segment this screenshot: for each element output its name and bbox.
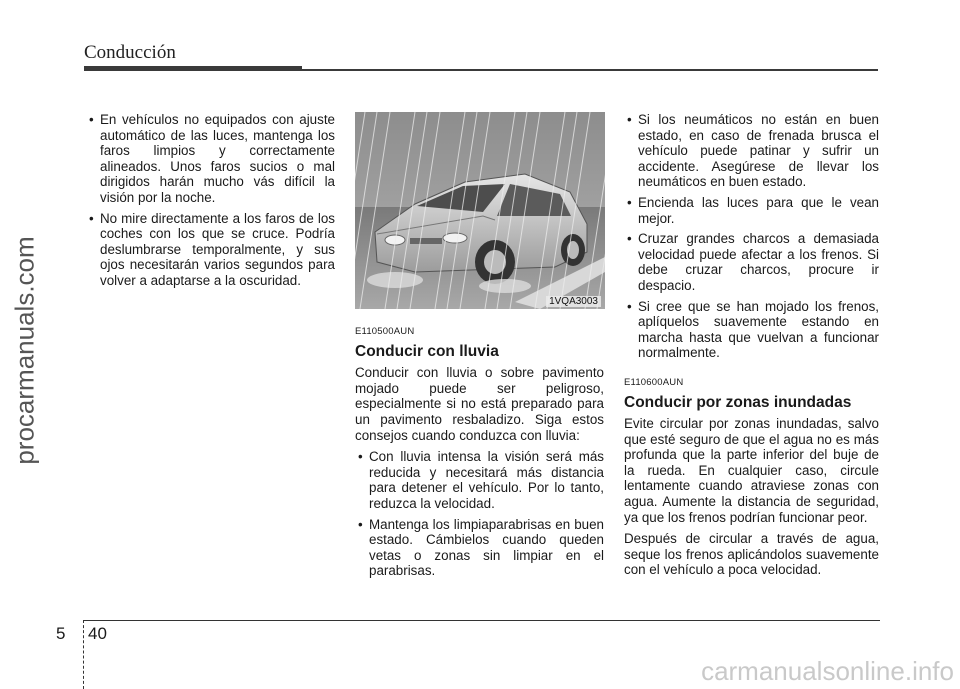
figure-code: 1VQA3003 xyxy=(546,296,601,307)
list-item: • Cruzar grandes charcos a demasiada velocidad puede afectar a los frenos. Si debe cruzar charcos, procure ir despacio. xyxy=(624,231,879,293)
bullet-list xyxy=(624,112,879,361)
page-number: 40 xyxy=(88,624,107,643)
bullet-list xyxy=(355,449,604,579)
list-item: • En vehículos no equipados con ajuste automático de las luces, mantenga los faros limpios y correctamente alineados. Unos faros sucios o mal dirigidos harán mucho vás difícil la visión por la noche. xyxy=(86,112,335,206)
side-watermark: procarmanuals.com xyxy=(9,236,40,465)
footer-watermark: carmanualsonline.info xyxy=(701,656,954,686)
list-item: • Si cree que se han mojado los frenos, aplíquelos suavemente estando en marcha hasta que vuelvan a funcionar normalmente. xyxy=(624,299,879,361)
page-header-title: Conducción xyxy=(84,42,176,63)
paragraph: Después de circular a través de agua, seque los frenos aplicándolos suavemente con el vehículo a poca velocidad. xyxy=(624,531,879,578)
list-item: • Encienda las luces para que le vean mejor. xyxy=(624,195,879,226)
header-rule-thin xyxy=(302,69,878,71)
chapter-number: 5 xyxy=(56,624,66,643)
list-item: • Con lluvia intensa la visión será más reducida y necesitará más distancia para detener el vehículo. Por lo tanto, reduzca la velocidad. xyxy=(355,449,604,511)
car-in-rain-image xyxy=(355,112,605,309)
paragraph: Conducir con lluvia o sobre pavimento mojado puede ser peligroso, especialmente si no está preparado para un pavimento resbaladizo. Siga estos consejos cuando conduzca con lluvia: xyxy=(355,365,604,443)
footer-divider xyxy=(83,620,85,689)
column-middle xyxy=(355,318,604,584)
column-right xyxy=(624,112,879,584)
list-item: • Si los neumáticos no están en buen estado, en caso de frenada brusca el vehículo puede patinar y sufrir un accidente. Asegúrese de llevar los neumáticos en buen estado. xyxy=(624,112,879,190)
header-rule-thick xyxy=(84,66,302,71)
list-item: • No mire directamente a los faros de los coches con los que se cruce. Podría deslumbrarse temporalmente, y sus ojos necesitarán varios segundos para volver a adaptarse a la oscuridad. xyxy=(86,211,335,289)
footer-rule xyxy=(84,620,880,621)
paragraph: Evite circular por zonas inundadas, salvo que esté seguro de que el agua no es más profunda que la parte inferior del buje de la rueda. En cualquier caso, circule lentamente cuando atraviese zonas con agua. Aumente la distancia de seguridad, ya que los frenos podrían funcionar peor. xyxy=(624,416,879,525)
section-heading: Conducir por zonas inundadas xyxy=(624,393,852,411)
bullet-list xyxy=(86,112,335,289)
section-code: E110600AUN xyxy=(624,376,684,388)
list-item: • Mantenga los limpiaparabrisas en buen estado. Cámbielos cuando queden vetas o zonas sin limpiar en el parabrisas. xyxy=(355,517,604,579)
section-heading: Conducir con lluvia xyxy=(355,342,499,360)
column-left xyxy=(86,112,335,294)
rain-car-illustration xyxy=(355,112,605,309)
section-code: E110500AUN xyxy=(355,326,415,337)
